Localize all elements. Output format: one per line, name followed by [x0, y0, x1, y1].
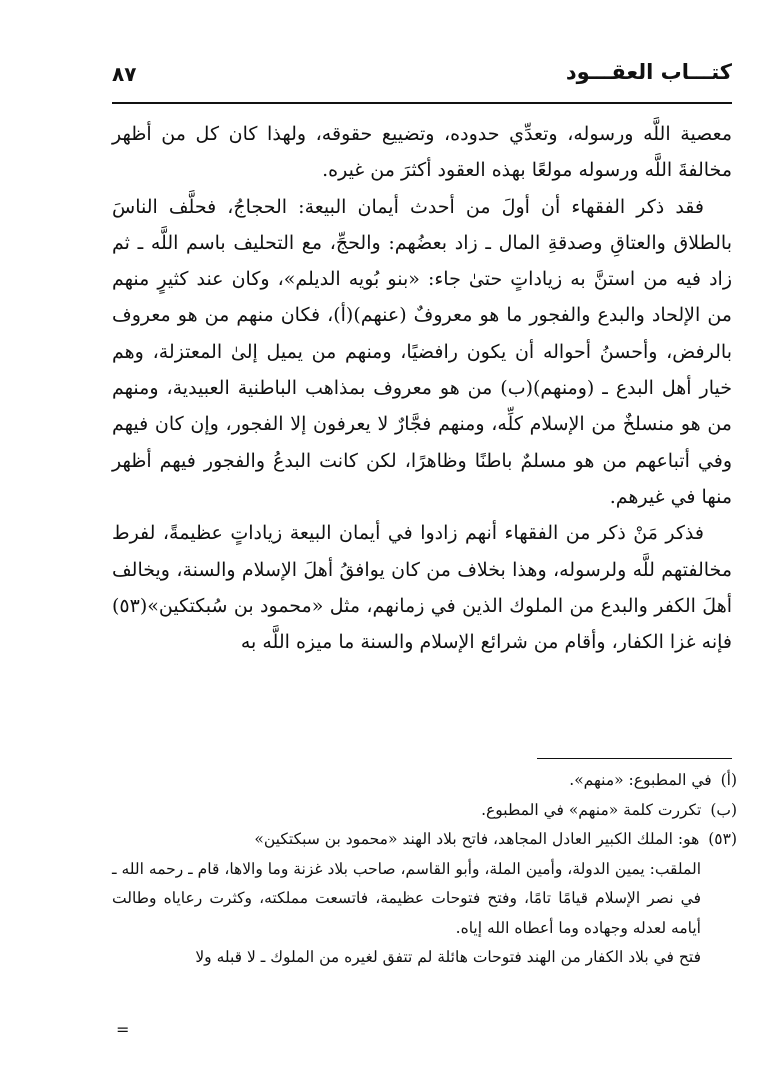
footnote-a — [112, 766, 737, 796]
page-header — [112, 56, 732, 96]
footnote-text: في المطبوع: «منهم». — [569, 771, 712, 789]
header-rule — [112, 102, 732, 104]
footnote-b — [112, 796, 737, 826]
main-text — [112, 116, 732, 660]
paragraph-2: فقد ذكر الفقهاء أن أولَ من أحدث أيمان البيعة: الحجاجُ، فحلَّف الناسَ بالطلاق والعتاقِ وصدقةِ المال ـ زاد بعضُهم: والحجِّ، مع التحليف باسم اللَّه ـ ثم زاد فيه من استنَّ به زياداتٍ حتىٰ جاء: «بنو بُويه الديلم»، وكان عند كثيرٍ منهم من الإلحاد والبدع والفجور ما هو معروفٌ (عنهم)(أ)، فكان منهم من هو معروف بالرفض، وأحسنُ أحواله أن يكون رافضيًا، ومنهم من يميل إلىٰ المعتزلة، وهم خيار أهل البدع ـ (ومنهم)(ب) من هو معروف بمذاهب الباطنية العبيدية، ومنهم من هو منسلخٌ من الإسلام كلِّه، ومنهم فجَّارٌ لا يعرفون إلا الفجور، وإن كان فيهم وفي أتباعهم من هو مسلمٌ باطنًا وظاهرًا، لكن كانت البدعُ والفجور فيهم أظهر منها في غيرهم. — [112, 195, 732, 508]
page-number: ٨٧ — [112, 62, 137, 86]
paragraph-3: فذكر مَنْ ذكر من الفقهاء أنهم زادوا في أيمان البيعة زياداتٍ عظيمةً، لفرط مخالفتهم للَّه ولرسوله، وهذا بخلاف من كان يوافقُ أهلَ الإسلام والسنة، ويخالف أهلَ الكفر والبدع من الملوك الذين في زمانهم، مثل «محمود بن سُبكتكين»(٥٣) فإنه غزا الكفار، وأقام من شرائع الإسلام والسنة ما ميزه اللَّه به — [112, 522, 732, 654]
footnote-53 — [112, 825, 737, 855]
footnote-53-continued: الملقب: يمين الدولة، وأمين الملة، وأبو القاسم، صاحب بلاد غزنة وما والاها، قام ـ رحمه الله ـ في نصر الإسلام قيامًا تامًا، وفتح فتوحات عظيمة، فاتسعت مملكته، وكثرت رعاياه وطالت أيامه لعدله وجهاده وما أعطاه الله إياه. — [112, 859, 701, 937]
footnote-marker: (٥٣) — [708, 830, 737, 848]
footnote-separator — [537, 758, 732, 759]
footnote-text: تكررت كلمة «منهم» في المطبوع. — [481, 800, 702, 819]
footnote-text: هو: الملك الكبير العادل المجاهد، فاتح بلاد الهند «محمود بن سبكتكين» — [254, 830, 700, 848]
footnote-marker: (أ) — [720, 771, 737, 789]
footnotes — [112, 766, 737, 973]
running-title: كتـــاب العقـــود — [565, 60, 732, 84]
paragraph-1: معصية اللَّه ورسوله، وتعدِّي حدوده، وتضييع حقوقه، ولهذا كان كل من أظهر مخالفةَ اللَّه ورسوله مولعًا بهذه العقود أكثرَ من غيره. — [112, 123, 732, 182]
footnote-marker: (ب) — [710, 800, 737, 819]
footnote-53-final-line: فتح في بلاد الكفار من الهند فتوحات هائلة لم تتفق لغيره من الملوك ـ لا قبله ولا — [195, 948, 701, 966]
continuation-mark: = — [116, 1020, 130, 1039]
